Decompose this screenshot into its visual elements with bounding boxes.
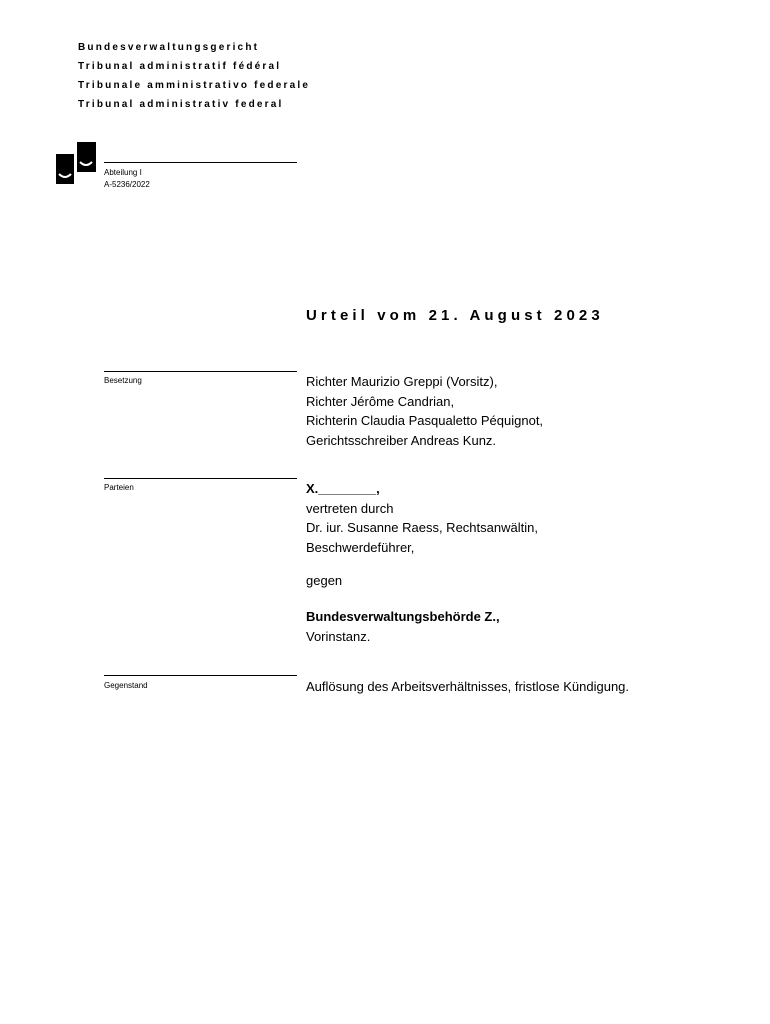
parteien-content bbox=[306, 479, 538, 557]
versus-text: gegen bbox=[306, 573, 343, 588]
authority-content bbox=[306, 607, 500, 646]
party-name: X.________, bbox=[306, 481, 380, 496]
besetzung-divider bbox=[104, 371, 297, 372]
besetzung-content bbox=[306, 372, 543, 450]
authority-name: Bundesverwaltungsbehörde Z., bbox=[306, 609, 500, 624]
besetzung-line: Richter Maurizio Greppi (Vorsitz), bbox=[306, 374, 498, 389]
parteien-divider bbox=[104, 478, 297, 479]
besetzung-line: Richterin Claudia Pasqualetto Péquignot, bbox=[306, 413, 544, 428]
gegenstand-divider bbox=[104, 675, 297, 676]
meta-divider bbox=[104, 162, 297, 163]
court-name-rm: Tribunal administrativ federal bbox=[78, 99, 284, 110]
case-number: A-5236/2022 bbox=[104, 180, 150, 189]
party-line: vertreten durch bbox=[306, 500, 394, 516]
court-name-de: Bundesverwaltungsgericht bbox=[78, 42, 260, 53]
besetzung-label: Besetzung bbox=[104, 376, 142, 385]
party-line: Dr. iur. Susanne Raess, Rechtsanwältin, bbox=[306, 520, 538, 535]
court-name-fr: Tribunal administratif fédéral bbox=[78, 61, 282, 72]
besetzung-line: Richter Jérôme Candrian, bbox=[306, 393, 455, 409]
department-label: Abteilung I bbox=[104, 168, 142, 177]
court-name-it: Tribunale amministrativo federale bbox=[78, 80, 311, 91]
party-line: Beschwerdeführer, bbox=[306, 539, 415, 555]
authority-role: Vorinstanz. bbox=[306, 628, 371, 644]
judgment-title: Urteil vom 21. August 2023 bbox=[306, 307, 604, 324]
court-emblem-icon bbox=[56, 142, 96, 186]
gegenstand-label: Gegenstand bbox=[104, 681, 148, 690]
gegenstand-text: Auflösung des Arbeitsverhältnisses, fristlose Kündigung. bbox=[306, 679, 630, 694]
besetzung-line: Gerichtsschreiber Andreas Kunz. bbox=[306, 432, 497, 448]
parteien-label: Parteien bbox=[104, 483, 134, 492]
